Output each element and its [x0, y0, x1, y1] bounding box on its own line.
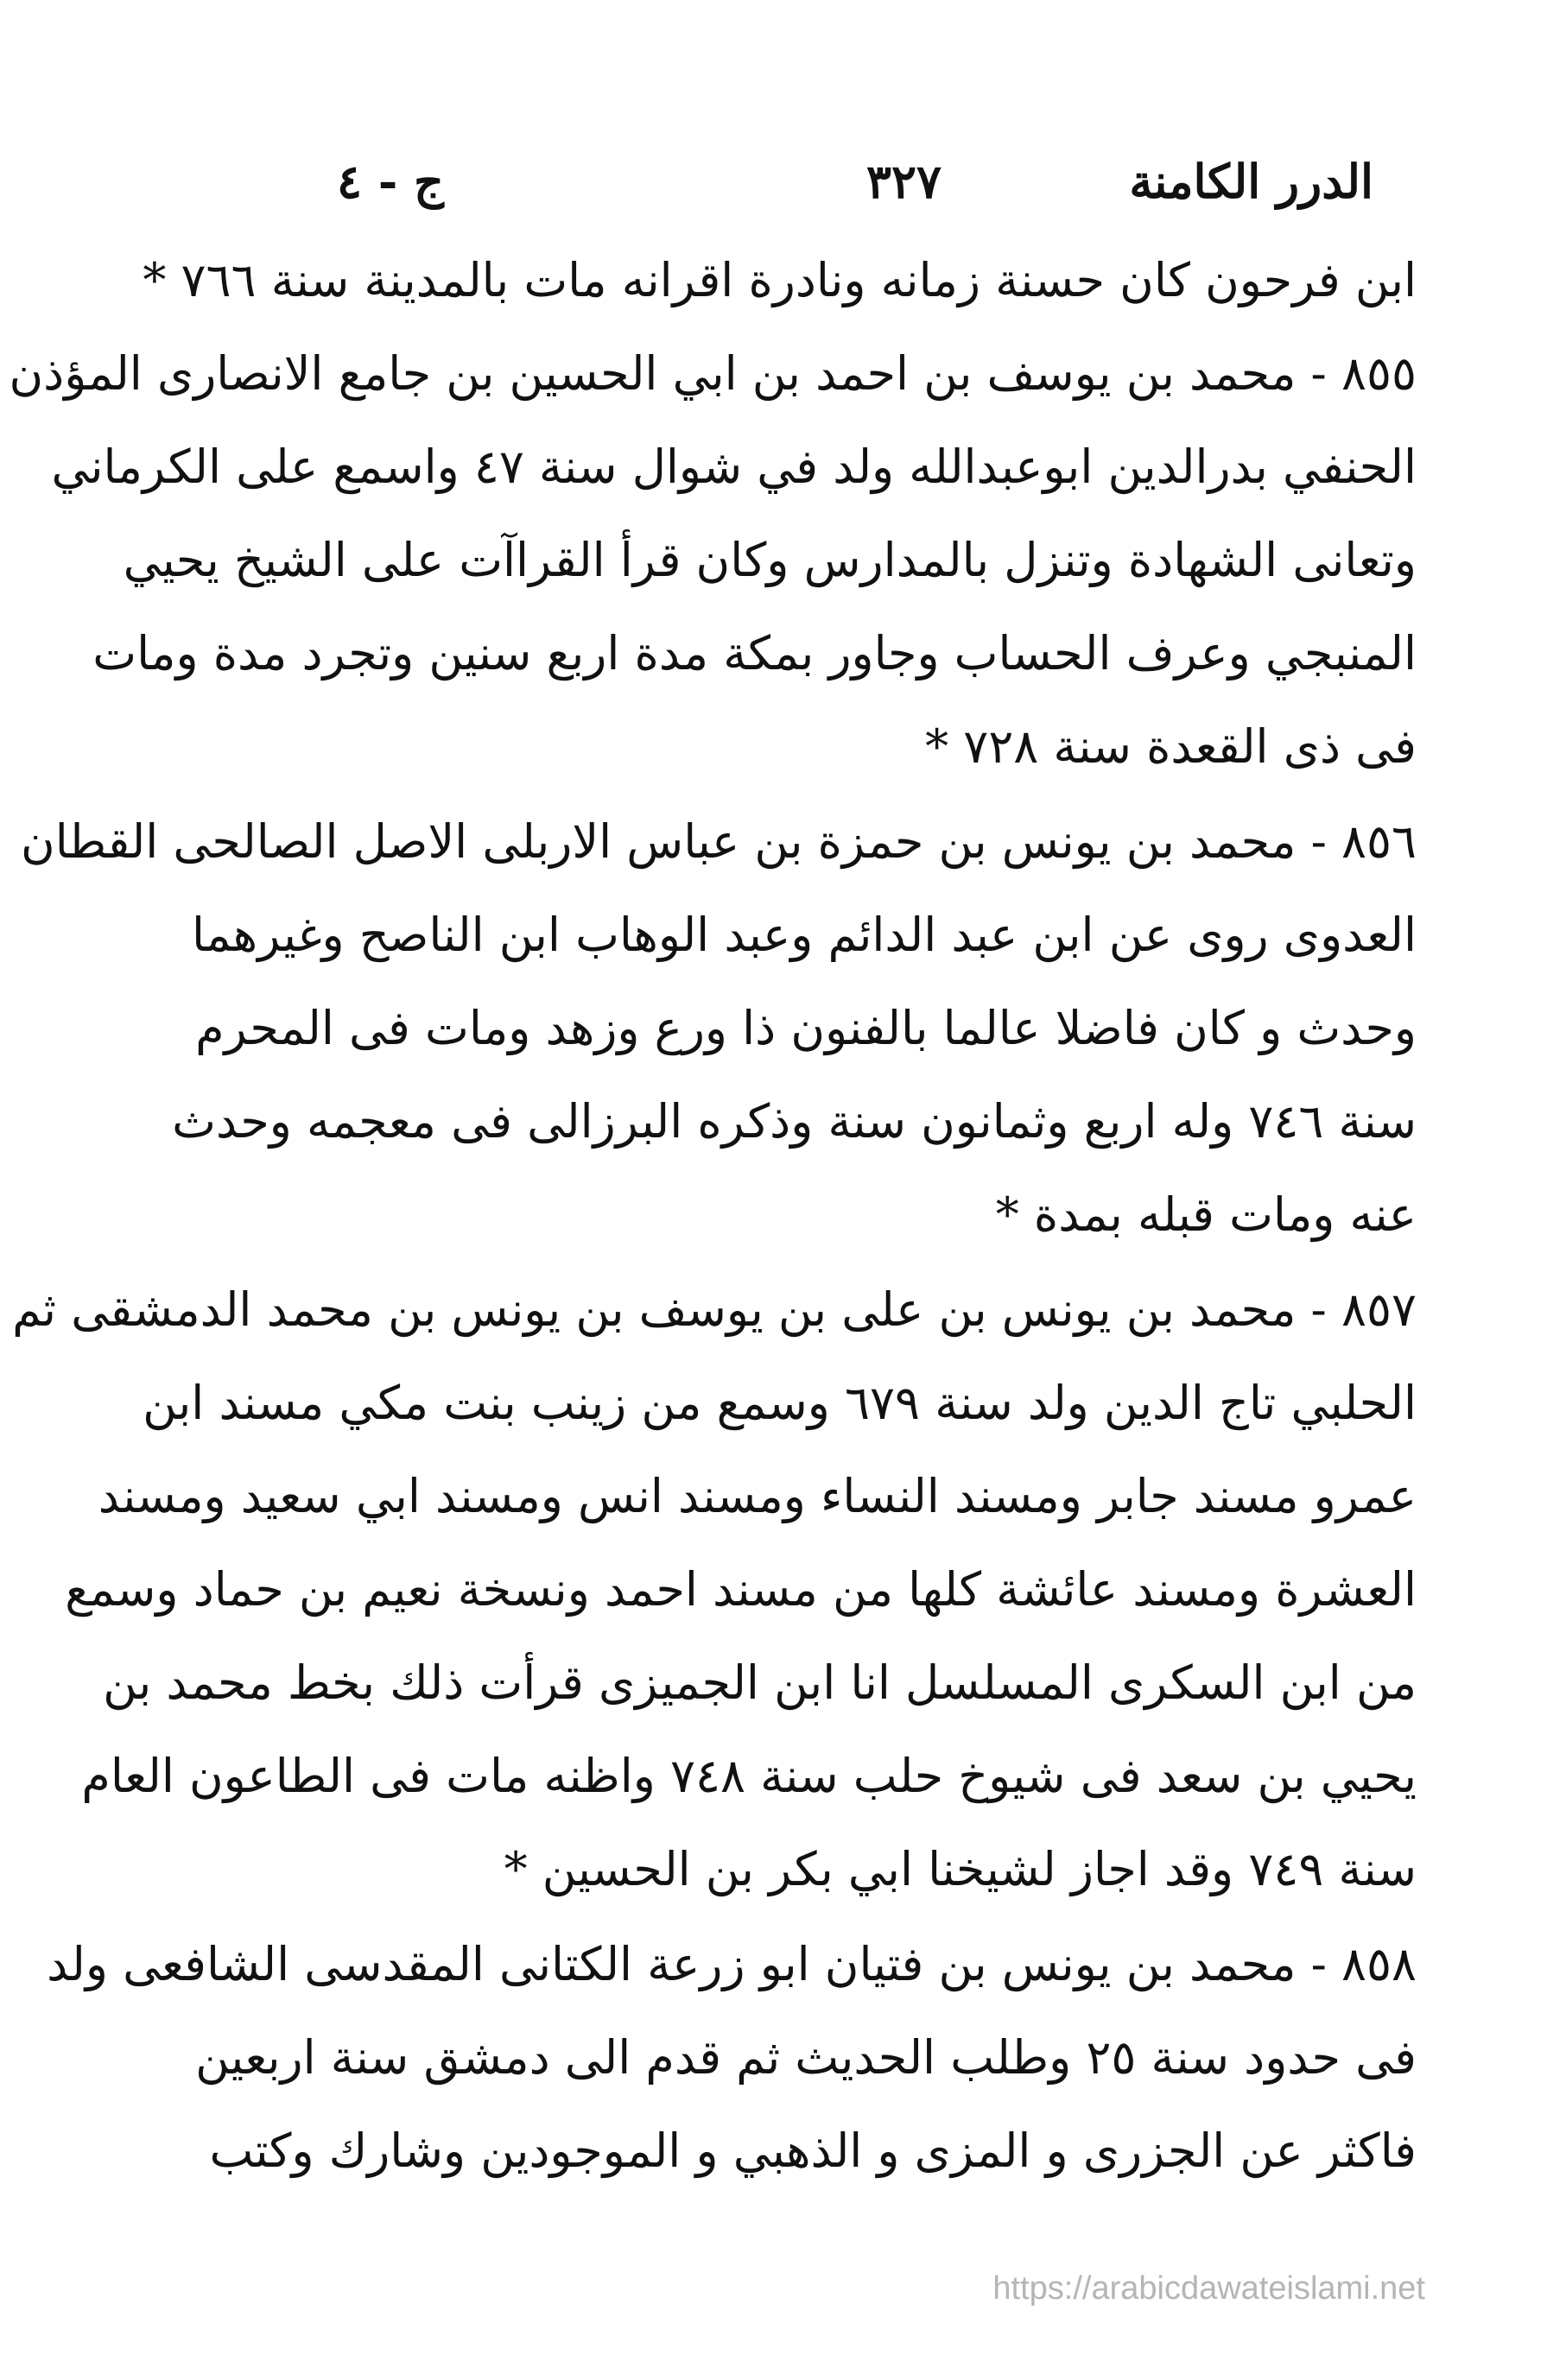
- volume-label: ج - ٤: [337, 154, 444, 209]
- entry-855-heading: ٨٥٥ - محمد بن يوسف بن احمد بن ابي الحسين بن جامع الانصارى المؤذن: [9, 346, 1417, 401]
- text-line: عنه ومات قبله بمدة *: [995, 1187, 1417, 1242]
- text-line: وتعانى الشهادة وتنزل بالمدارس وكان قرأ القراآت على الشيخ يحيي: [123, 533, 1417, 587]
- text-line: فى ذى القعدة سنة ٧٢٨ *: [925, 719, 1417, 774]
- text-line: من ابن السكرى المسلسل انا ابن الجميزى قرأت ذلك بخط محمد بن: [103, 1655, 1417, 1710]
- entry-858-heading: ٨٥٨ - محمد بن يونس بن فتيان ابو زرعة الكتانى المقدسى الشافعى ولد: [47, 1937, 1417, 1991]
- page-header: [337, 138, 1373, 233]
- page-number: ٣٢٧: [865, 154, 942, 209]
- text-line: العشرة ومسند عائشة كلها من مسند احمد ونسخة نعيم بن حماد وسمع: [65, 1562, 1417, 1617]
- entry-857-heading: ٨٥٧ - محمد بن يونس بن على بن يوسف بن يونس بن محمد الدمشقى ثم: [12, 1282, 1417, 1337]
- text-line: ابن فرحون كان حسنة زمانه ونادرة اقرانه مات بالمدينة سنة ٧٦٦ *: [143, 253, 1417, 307]
- watermark-url: https://arabicdawateislami.net: [992, 2270, 1425, 2307]
- text-line: المنبجي وعرف الحساب وجاور بمكة مدة اربع سنين وتجرد مدة ومات: [92, 626, 1417, 680]
- text-line: الحلبي تاج الدين ولد سنة ٦٧٩ وسمع من زينب بنت مكي مسند ابن: [143, 1376, 1417, 1430]
- text-line: وحدث و كان فاضلا عالما بالفنون ذا ورع وزهد ومات فى المحرم: [195, 1001, 1417, 1055]
- text-line: سنة ٧٤٦ وله اربع وثمانون سنة وذكره البرزالى فى معجمه وحدث: [172, 1094, 1417, 1149]
- text-line: يحيي بن سعد فى شيوخ حلب سنة ٧٤٨ واظنه مات فى الطاعون العام: [81, 1749, 1417, 1803]
- text-line: فاكثر عن الجزرى و المزى و الذهبي و الموجودين وشارك وكتب: [209, 2124, 1417, 2178]
- book-title: الدرر الكامنة: [1129, 154, 1373, 209]
- text-line: سنة ٧٤٩ وقد اجاز لشيخنا ابي بكر بن الحسين *: [504, 1842, 1417, 1896]
- text-line: فى حدود سنة ٢٥ وطلب الحديث ثم قدم الى دمشق سنة اربعين: [195, 2030, 1417, 2085]
- entry-856-heading: ٨٥٦ - محمد بن يونس بن حمزة بن عباس الاربلى الاصل الصالحى القطان: [21, 814, 1417, 869]
- text-line: العدوى روى عن ابن عبد الدائم وعبد الوهاب ابن الناصح وغيرهما: [191, 908, 1417, 962]
- text-line: عمرو مسند جابر ومسند النساء ومسند انس ومسند ابي سعيد ومسند: [98, 1469, 1417, 1523]
- text-line: الحنفي بدرالدين ابوعبدالله ولد في شوال سنة ٤٧ واسمع على الكرماني: [51, 440, 1417, 494]
